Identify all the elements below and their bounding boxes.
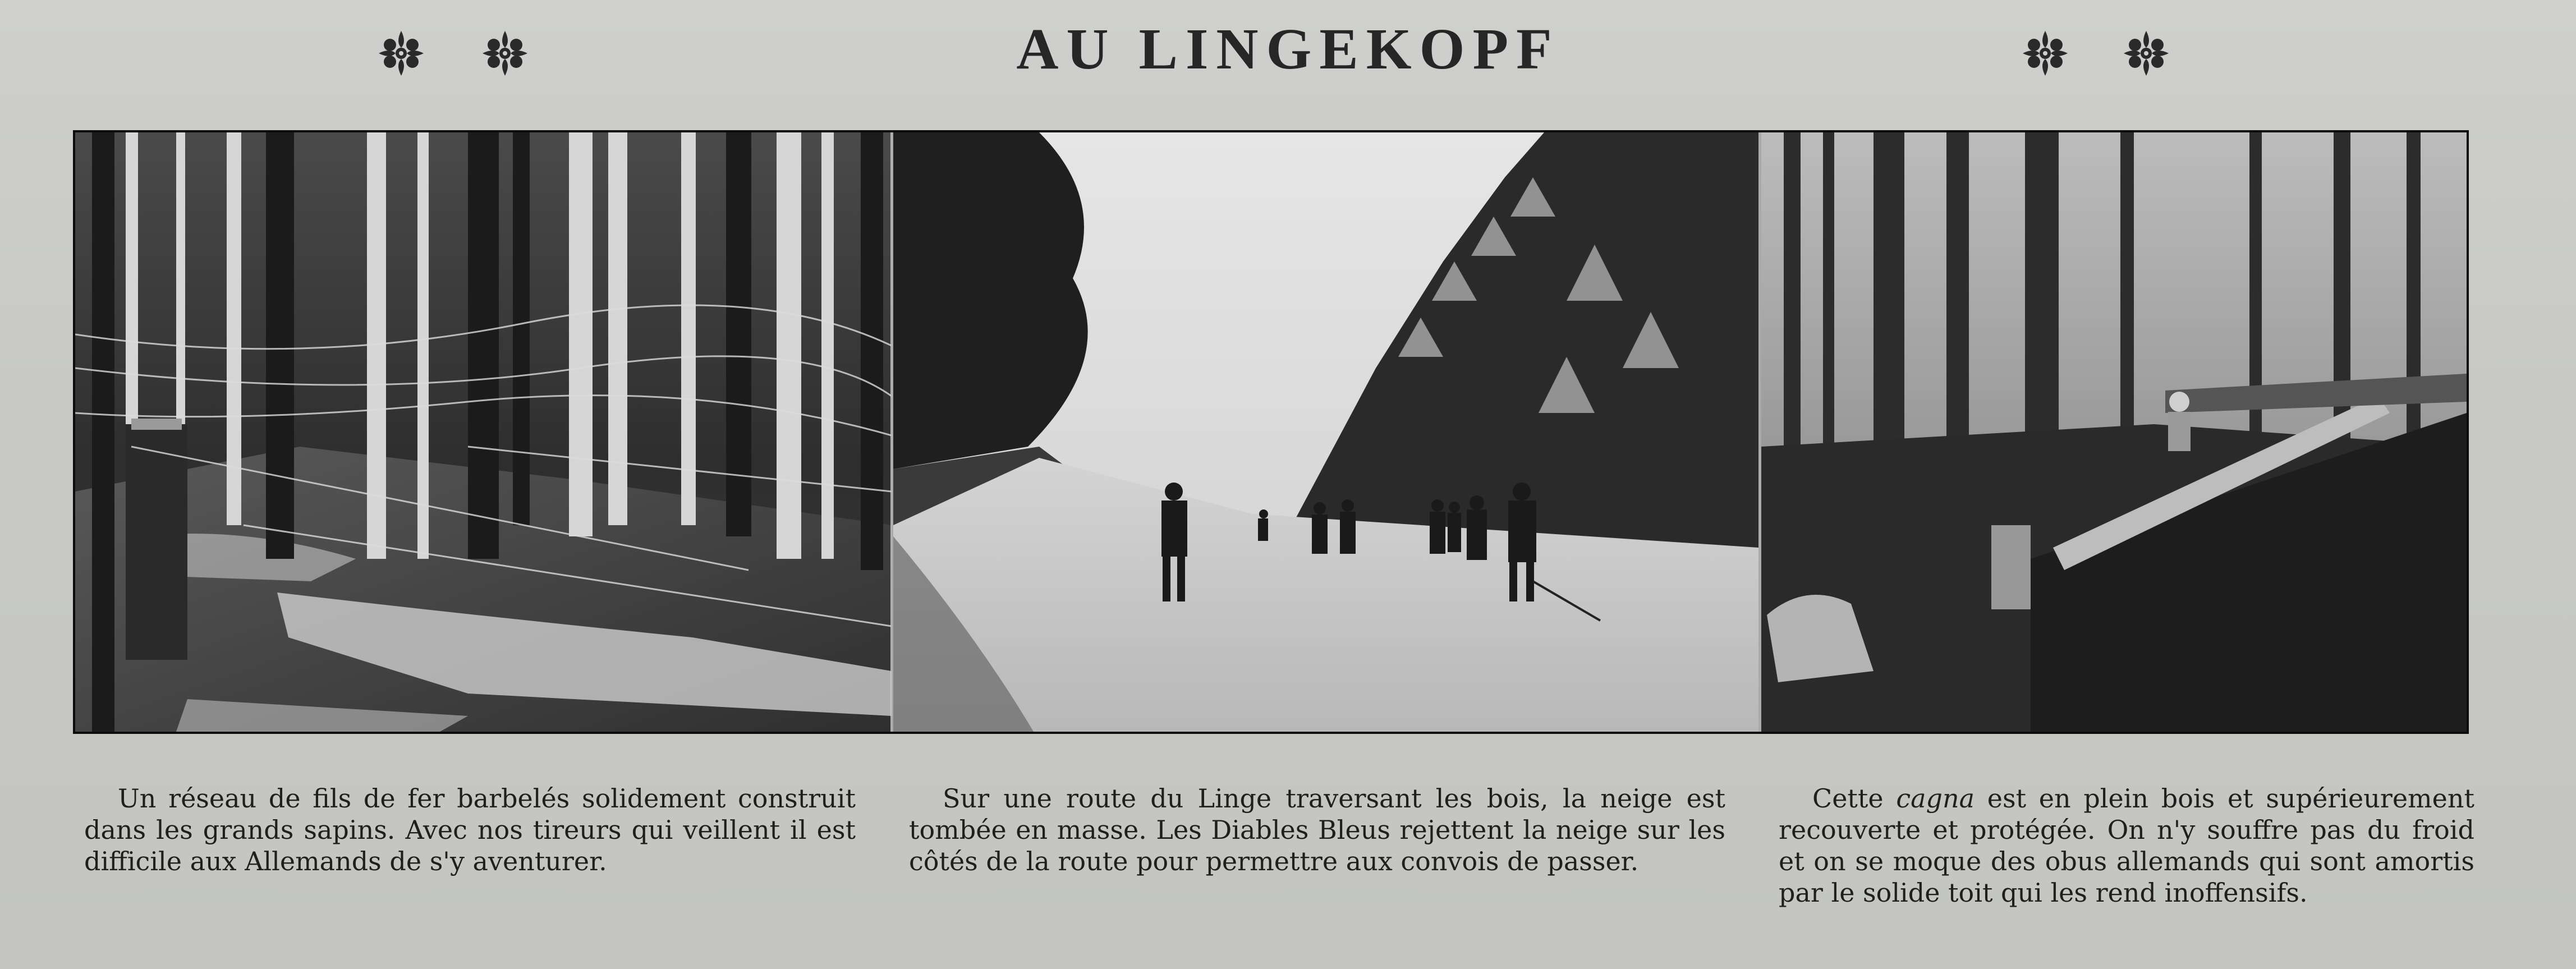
caption-right bbox=[1779, 783, 2474, 908]
caption-left: Un réseau de fils de fer barbelés solidement construit dans les grands sapins. Avec nos tireurs qui veillent il est difficile aux Allemands de s'y aventurer. bbox=[84, 783, 856, 876]
caption-right-text-start: Cette bbox=[1812, 783, 1897, 814]
photo-strip bbox=[73, 130, 2469, 734]
photo-cagna-shelter bbox=[1761, 132, 2467, 732]
page-title: AU LINGEKOPF bbox=[1016, 17, 1560, 81]
caption-right-text-end: est en plein bois et supérieurement recouverte et protégée. On n'y souffre pas du froid et on se moque des obus allemands qui sont amortis par le solide toit qui les rend inoffensifs. bbox=[1779, 783, 2475, 908]
photo-snowy-road-soldiers bbox=[893, 132, 1758, 732]
photo-barbed-wire-forest bbox=[75, 132, 892, 732]
caption-right-italic-word: cagna bbox=[1896, 783, 1975, 814]
caption-middle: Sur une route du Linge traversant les bois, la neige est tombée en masse. Les Diables Bleus rejettent la neige sur les côtés de la route pour permettre aux convois de passer. bbox=[909, 783, 1725, 876]
